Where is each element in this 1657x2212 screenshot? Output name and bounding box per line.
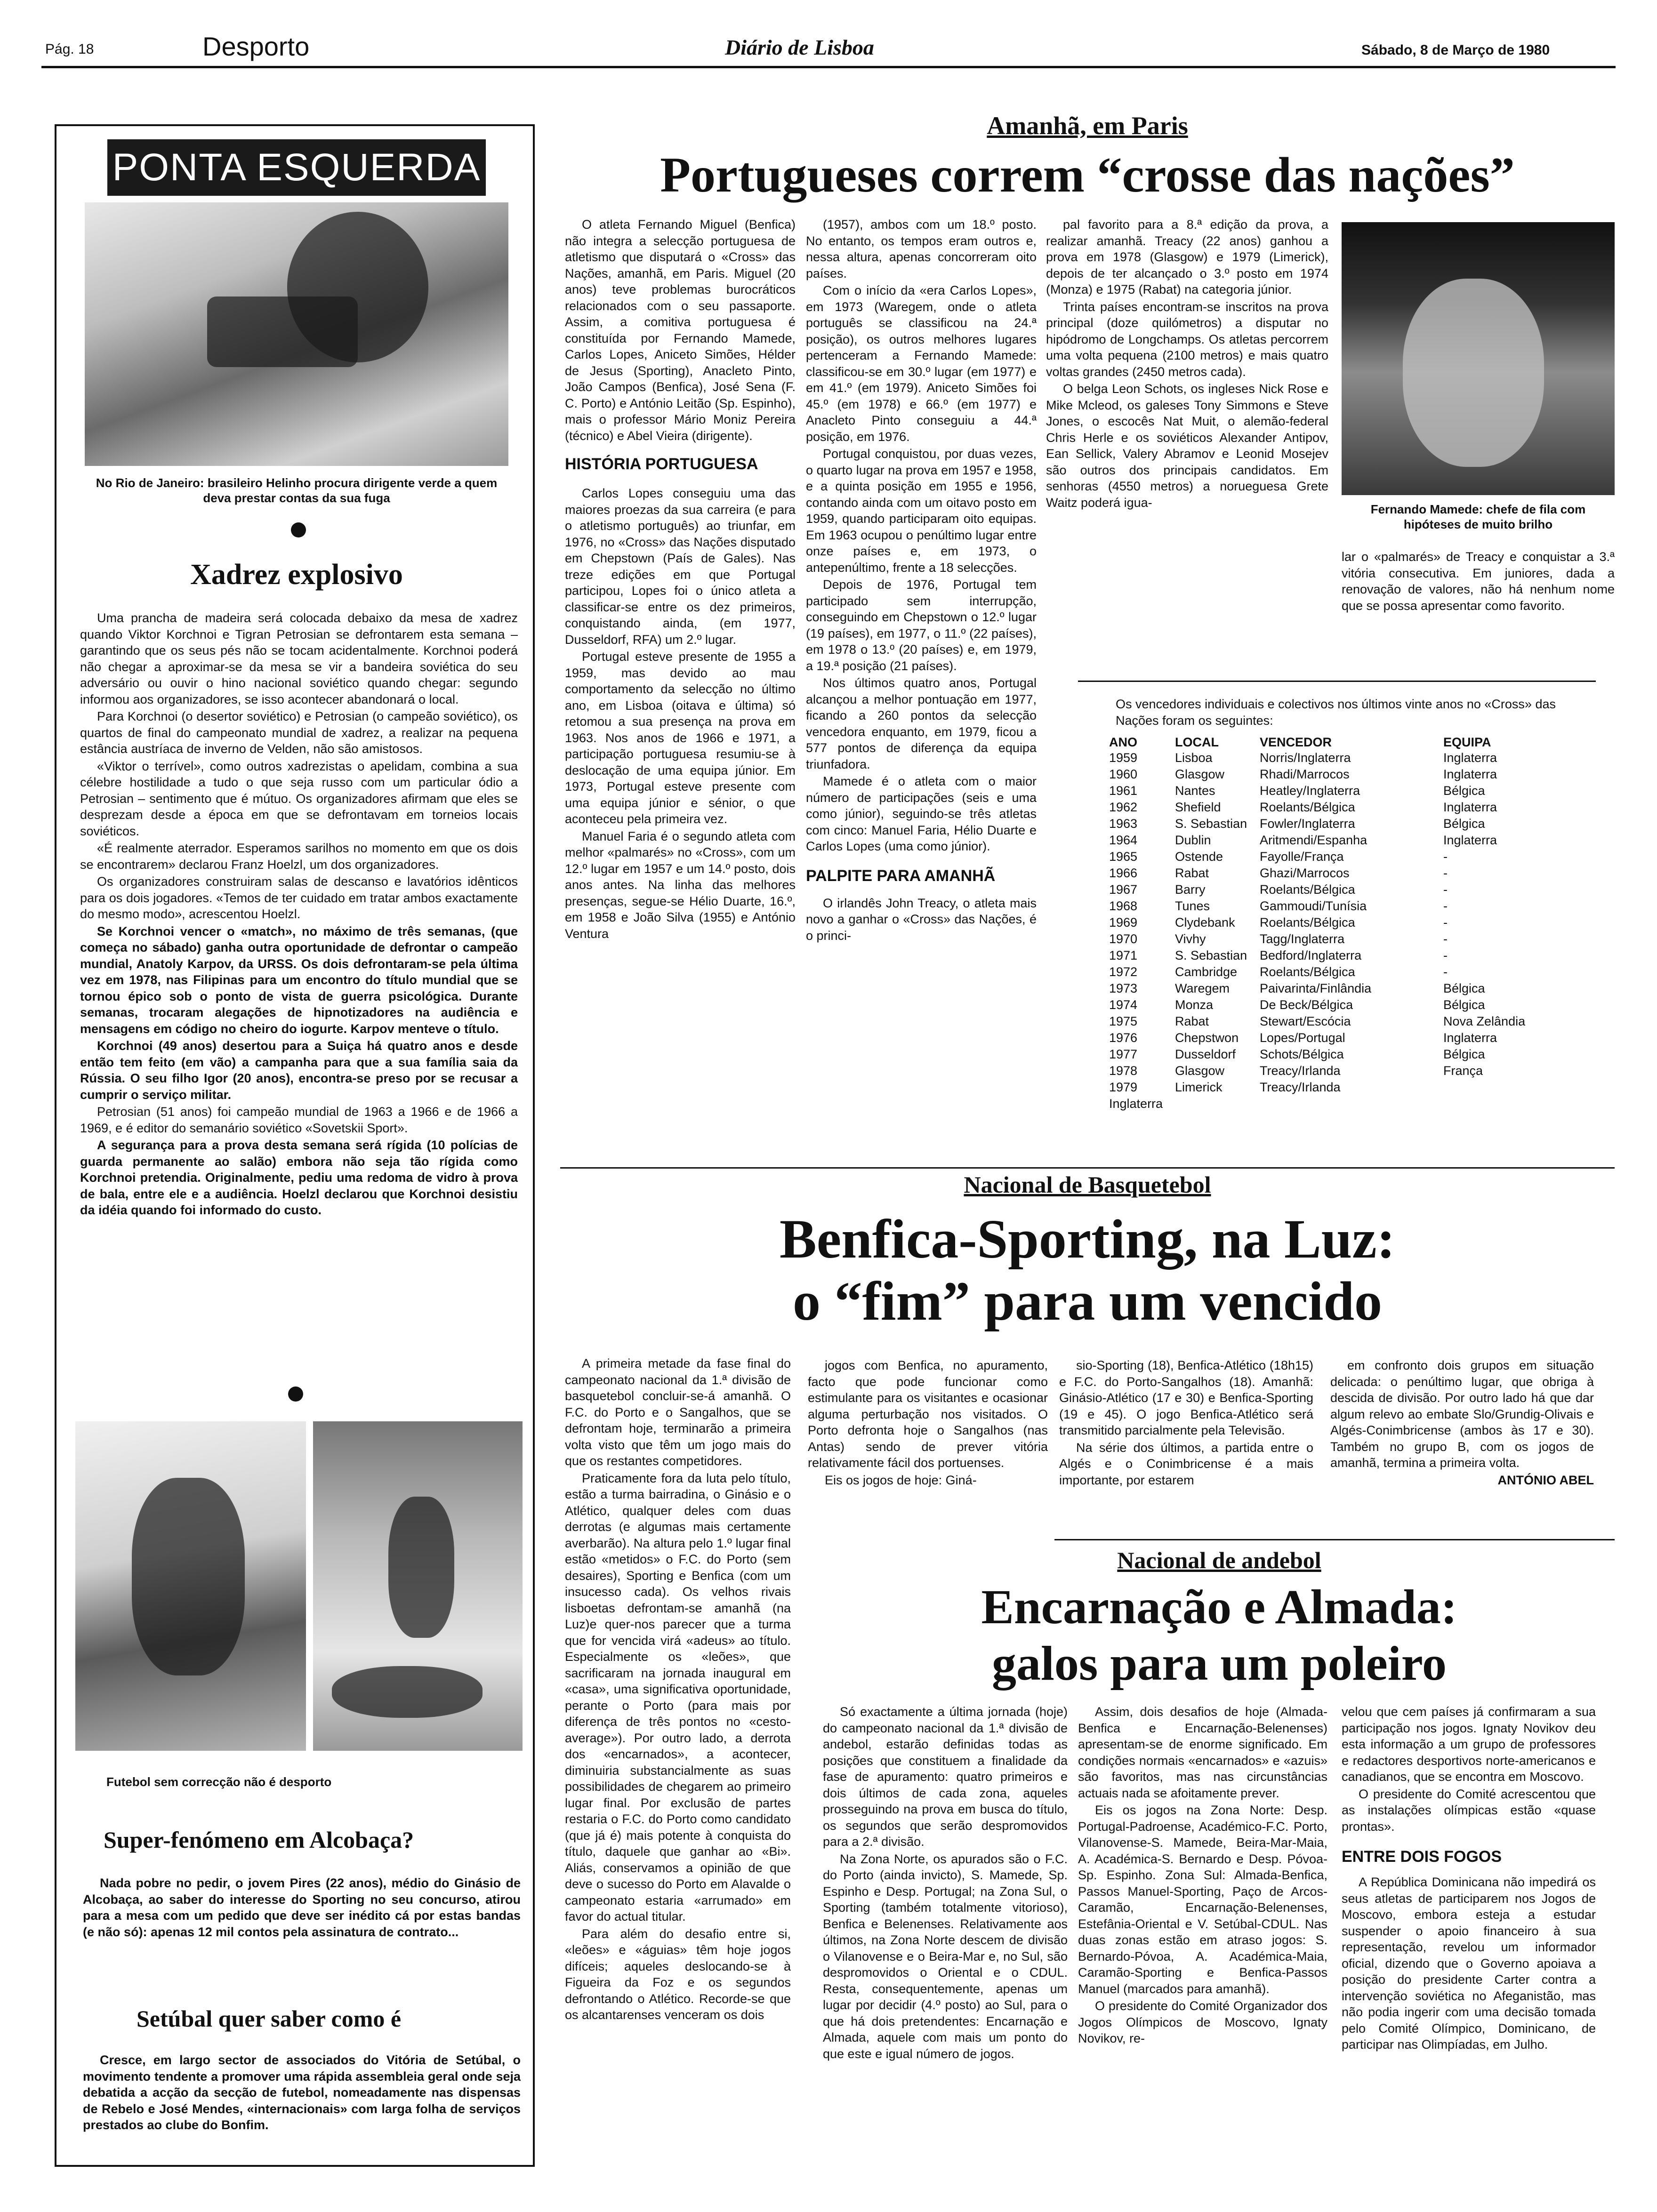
basket-headline-1: Benfica-Sporting, na Luz: <box>780 1208 1395 1270</box>
basket-col2 <box>808 1357 1048 1489</box>
winner-individual: Paivarinta/Finlândia <box>1260 981 1372 995</box>
masthead-rule <box>41 66 1616 68</box>
basket-byline: ANTÓNIO ABEL <box>1497 1473 1594 1487</box>
cross-paragraph: Trinta países encontram-se inscritos na prova principal (doze quilómetros) a disputar no hipódromo de Longchamps. Os atletas percorrem uma volta pequena (2100 metros) e mais quatro voltas grandes (2450 metros cada). <box>1046 299 1328 379</box>
winner-individual: Bedford/Inglaterra <box>1260 948 1362 962</box>
basket-col4 <box>1330 1357 1594 1488</box>
winner-team <box>1443 1079 1530 1096</box>
winner-team: - <box>1443 948 1448 962</box>
winner-location: Limerick <box>1175 1080 1223 1094</box>
cross-paragraph: Portugal conquistou, por duas vezes, o quarto lugar na prova em 1957 e 1958, e a quinta posição em 1955 e 1956, contando ainda com um oitavo posto em 1959, quando participaram oito equipas. Em 1963 ocupou o penúltimo lugar entre onze países e, em 1973, o antepenúltimo, frente a 18 selecções. <box>806 447 1037 575</box>
cross-col1 <box>565 216 796 943</box>
winners-row <box>1109 997 1530 1013</box>
left-box-border-right <box>533 124 535 2167</box>
section-title: Desporto <box>202 32 310 61</box>
winner-location: Chepstwon <box>1175 1031 1239 1045</box>
andebol-paragraph: O presidente do Comité Organizador dos Jogos Olímpicos de Moscovo, Ignaty Novikov, re- <box>1078 1999 1327 2045</box>
football-photo-left <box>75 1421 306 1751</box>
winners-row <box>1109 750 1530 766</box>
winner-team: - <box>1443 899 1448 913</box>
alcobaca-paragraph: Nada pobre no pedir, o jovem Pires (22 anos), médio do Ginásio de Alcobaça, ao saber do interesse do Sporting no seu concurso, atirou para a mesa com um pedido que deve ser inédito cá por estas bandas (e não só): apenas 12 mil contos pela assinatura de contrato... <box>83 1876 521 1939</box>
winner-team: Inglaterra <box>1443 767 1497 781</box>
cross-headline: Portugueses correm “crosse das nações” <box>660 147 1515 202</box>
winner-year: 1976 <box>1109 1031 1138 1045</box>
photographer-caption: No Rio de Janeiro: brasileiro Helinho procura dirigente verde a quem deva prestar contas da sua fuga <box>96 476 498 505</box>
winner-year: 1959 <box>1109 751 1138 765</box>
winners-box <box>1078 681 1596 1153</box>
basket-paragraph: jogos com Benfica, no apuramento, facto que pode funcionar como estimulante para os visitantes e ocasionar alguma perturbação nos visitados. O Porto defronta hoje o Sangalhos (nas Antas) sendo de prever vitória relativamente fácil dos portuenses. <box>808 1358 1048 1470</box>
winners-row <box>1109 1030 1530 1046</box>
winner-year: 1966 <box>1109 866 1138 880</box>
winner-team: - <box>1443 882 1448 897</box>
winner-team: - <box>1443 866 1448 880</box>
photo-player-shape <box>132 1478 245 1675</box>
winner-year: 1973 <box>1109 981 1138 995</box>
winner-year: 1969 <box>1109 915 1138 930</box>
andebol-paragraph: A República Dominicana não impedirá os seus atletas de participarem nos Jogos de Moscovo, embora esteja a estudar suspender o apoio financeiro à sua representação, revelou um informador oficial, dizendo que o Governo apoiava a posição do presidente Carter contra a intervenção soviética no Afeganistão, mas não podia ingerir com uma decisão tomada pelo Comité Olímpico, Dominicano, de participar nas Olimpíadas, em Julho. <box>1342 1875 1596 2052</box>
winner-individual: Treacy/Irlanda <box>1260 1080 1341 1094</box>
winner-team: Bélgica <box>1443 981 1485 995</box>
winner-year: 1974 <box>1109 998 1138 1012</box>
mamede-caption: Fernando Mamede: chefe de fila com hipóteses de muito brilho <box>1370 502 1586 531</box>
winners-row <box>1109 865 1530 882</box>
basket-paragraph: Para além do desafio entre si, «leões» e «águias» têm hoje jogos difíceis; aqueles deslocando-se à Figueira da Foz e os segundos defrontando o Atlético. Recorde-se que os alcantarenses venceram os dois <box>565 1926 791 2022</box>
ponta-banner-text: PONTA ESQUERDA <box>112 146 481 189</box>
winner-location: Shefield <box>1175 800 1221 814</box>
winner-location: Tunes <box>1175 899 1210 913</box>
winner-location: S. Sebastian <box>1175 817 1247 831</box>
winner-individual: Stewart/Escócia <box>1260 1014 1351 1028</box>
alcobaca-text <box>83 1875 521 1941</box>
cross-paragraph: Manuel Faria é o segundo atleta com melhor «palmarés» no «Cross», com um 12.º lugar em 1957 e um 14.º posto, dois anos antes. Na linha das melhores presenças, segue-se Hélio Duarte, 16.º, em 1958 e João Silva (1955) e António Ventura <box>565 829 796 941</box>
winners-header-row <box>1109 735 1530 750</box>
cross-kicker: Amanhã, em Paris <box>987 112 1188 140</box>
xadrez-title: Xadrez explosivo <box>190 559 403 591</box>
photo-face-shape <box>1403 279 1544 467</box>
winners-table <box>1109 735 1530 1096</box>
basket-paragraph: sio-Sporting (18), Benfica-Atlético (18h15) e F.C. do Porto-Sangalhos (18). Amanhã: Ginásio-Atlético (17 e 30) e Benfica-Sporting (19 e 45). O jogo Benfica-Atlético será transmitido parcialmente pela Televisão. <box>1059 1358 1313 1437</box>
winner-team: - <box>1443 932 1448 946</box>
xadrez-article <box>80 610 518 1219</box>
basket-paragraph: em confronto dois grupos em situação delicada: o penúltimo lugar, que obriga à descida de divisão. Por outro lado há que dar algum relevo ao embate Slo/Grundig-Olivais e Algés-Conimbricense (ambos às 17 e 30). Também no grupo B, com os jogos de amanhã, termina a primeira volta. <box>1330 1358 1594 1470</box>
winner-team: Inglaterra <box>1443 800 1497 814</box>
header-local: LOCAL <box>1175 735 1219 749</box>
winner-location: Monza <box>1175 998 1214 1012</box>
left-box-border-top <box>55 124 535 126</box>
cross-paragraph: O irlandês John Treacy, o atleta mais novo a ganhar o «Cross» das Nações, é o princi- <box>806 896 1037 943</box>
winner-location: Glasgow <box>1175 1064 1225 1078</box>
winners-row <box>1109 947 1530 964</box>
photo-player-shape <box>332 1666 483 1718</box>
andebol-col3 <box>1342 1704 1596 2054</box>
winner-year: 1975 <box>1109 1014 1138 1028</box>
winner-team: Nova Zelândia <box>1443 1014 1526 1028</box>
winner-location: Dusseldorf <box>1175 1047 1236 1061</box>
basket-paragraph: A primeira metade da fase final do campeonato nacional da 1.ª divisão de basquetebol concluir-se-á amanhã. O F.C. do Porto e o Sangalhos, que se defrontam hoje, terminarão a primeira volta visto que têm um jogo mais do que os restantes competidores. <box>565 1356 791 1468</box>
andebol-paragraph: O presidente do Comité acrescentou que as instalações olímpicas estão «quase prontas». <box>1342 1787 1596 1834</box>
andebol-headline-2: galos para um poleiro <box>992 1636 1447 1691</box>
andebol-headline-1: Encarnação e Almada: <box>981 1580 1457 1634</box>
winner-team: Inglaterra <box>1443 833 1497 847</box>
winner-location: Clydebank <box>1175 915 1235 930</box>
basket-headline-2: o “fim” para um vencido <box>792 1270 1383 1332</box>
winner-location: Lisboa <box>1175 751 1213 765</box>
winner-year: 1968 <box>1109 899 1138 913</box>
newspaper-name: Diário de Lisboa <box>725 35 874 59</box>
ponta-banner <box>107 139 486 196</box>
andebol-kicker: Nacional de andebol <box>1117 1547 1321 1573</box>
winners-row <box>1109 799 1530 816</box>
winner-individual: Roelants/Bélgica <box>1260 800 1355 814</box>
winners-row <box>1109 1013 1530 1030</box>
xadrez-paragraph: Os organizadores construiram salas de descanso e lavatórios idênticos para os dois jogadores. «Temos de ter cuidado em tratar ambos exactamente do mesmo modo», acrescentou Hoelzl. <box>80 874 518 921</box>
cross-paragraph: O atleta Fernando Miguel (Benfica) não integra a selecção portuguesa de atletismo que disputará o «Cross» das Nações, amanhã, em Paris. Miguel (20 anos) teve problemas burocráticos relacionados com o seu passaporte. Assim, a comitiva portuguesa é constituída por Fernando Mamede, Carlos Lopes, Aniceto Simões, Hélder de Jesus (Sporting), Anacleto Pinto, João Campos (Benfica), José Sena (F. C. Porto) e António Leitão (Sp. Espinho), mais o professor Mário Moniz Pereira (técnico) e Abel Vieira (dirigente). <box>565 217 796 443</box>
winner-individual: Fayolle/França <box>1260 850 1344 864</box>
basket-col3 <box>1059 1357 1313 1489</box>
andebol-paragraph: Na Zona Norte, os apurados são o F.C. do Porto (ainda invicto), S. Mamede, Sp. Espinho e Desp. Portugal; na Zona Sul, o Sporting (também totalmente vitorioso), Benfica e Belenenses. Relativamente aos últimos, na Zona Norte descem de divisão o Vilanovense e o Beira-Mar e, no Sul, são despromovidos o Oriental e o CDUL. Resta, consequentemente, apenas um lugar por decidir (4.º posto) ao Sul, para o que há dois pretendentes: Encarnação e Almada, aquele com mais um ponto do que este e igual número de jogos. <box>823 1851 1068 2061</box>
winners-row <box>1109 898 1530 914</box>
cross-paragraph: (1957), ambos com um 18.º posto. No entanto, os tempos eram outros e, nessa altura, apenas concorreram oito países. <box>806 217 1037 281</box>
winners-last-team: Inglaterra <box>1109 1097 1163 1111</box>
winners-row <box>1109 816 1530 832</box>
cross-paragraph: O belga Leon Schots, os ingleses Nick Rose e Mike Mcleod, os galeses Tony Simmons e Steve Jones, o escocês Nat Muit, o alemão-federal Chris Herle e os soviéticos Alexander Antipov, Ean Sellick, Valery Abramov e Leonid Mosejev são outros dos principais candidatos. Em senhoras (4550 metros) a norueguesa Grete Waitz poderá igua- <box>1046 382 1328 510</box>
winner-location: Cambridge <box>1175 965 1238 979</box>
left-box-border-left <box>55 124 56 2167</box>
cross-paragraph: Mamede é o atleta com o maior número de participações (seis e uma como júnior), seguindo-se três atletas com cinco: Manuel Faria, Hélio Duarte e Carlos Lopes (uma como júnior). <box>806 774 1037 853</box>
winner-year: 1970 <box>1109 932 1138 946</box>
xadrez-paragraph: «Viktor o terrível», como outros xadrezistas o apelidam, combina a sua célebre hostilidade a tudo o que seja russo com um particular ódio a Petrosian – sentimento que é mútuo. Os organizadores afirmam que eles se desprezam desde a época em que se defrontavam em torneios locais soviéticos. <box>80 759 518 838</box>
basket-paragraph: Na série dos últimos, a partida entre o Algés e o Conimbricense é a mais importante, por estarem <box>1059 1440 1313 1487</box>
football-caption: Futebol sem correcção não é desporto <box>106 1775 332 1789</box>
winners-intro: Os vencedores individuais e colectivos nos últimos vinte anos no «Cross» das Nações foram os seguintes: <box>1116 697 1556 728</box>
winner-location: S. Sebastian <box>1175 948 1247 962</box>
winners-row <box>1109 1063 1530 1079</box>
winner-year: 1972 <box>1109 965 1138 979</box>
bullet-dot-1 <box>291 522 306 537</box>
winner-year: 1967 <box>1109 882 1138 897</box>
winner-individual: Rhadi/Marrocos <box>1260 767 1350 781</box>
winner-location: Ostende <box>1175 850 1223 864</box>
issue-date: Sábado, 8 de Março de 1980 <box>1361 42 1550 58</box>
winner-individual: Roelants/Bélgica <box>1260 882 1355 897</box>
winners-row <box>1109 1079 1530 1096</box>
winners-row <box>1109 980 1530 997</box>
winner-individual: Tagg/Inglaterra <box>1260 932 1345 946</box>
winner-year: 1962 <box>1109 800 1138 814</box>
xadrez-paragraph: «É realmente aterrador. Esperamos sarilhos no momento em que os dois se encontrarem» declarou Franz Hoelzl, um dos organizadores. <box>80 841 518 872</box>
winner-individual: Roelants/Bélgica <box>1260 965 1355 979</box>
andebol-col1 <box>823 1704 1068 2063</box>
andebol-paragraph: Eis os jogos na Zona Norte: Desp. Portugal-Padroense, Académico-F.C. Porto, Vilanovense-S. Mamede, Beira-Mar-Maia, A. Académica-S. Bernardo e Desp. Póvoa-Sp. Espinho. Zona Sul: Almada-Benfica, Passos Manuel-Sporting, Paço de Arcos-Caramão, Encarnação-Belenenses, Estefânia-Oriental e V. Setúbal-CDUL. Nas duas zonas estão em atraso jogos: S. Bernardo-Póvoa, A. Académica-Maia, Caramão-Sporting e Benfica-Passos Manuel (marcados para amanhã). <box>1078 1803 1327 1996</box>
winner-year: 1961 <box>1109 784 1138 798</box>
basket-paragraph: Praticamente fora da luta pelo título, estão a turma bairradina, o Ginásio e o Atlético, qualquer deles com duas derrotas (e algumas mais certamente averbarão). Na altura pelo 1.º lugar final estão «metidos» o F.C. do Porto (sem desaires), Sporting e Benfica (com um insucesso cada). Os velhos rivais lisboetas defrontam-se amanhã (na Luz)e quer-nos parecer que a turma que for vencida virá «adeus» ao título. Especialmente os «leões», que sacrificaram na jornada inaugural em «casa», uma significativa oportunidade, perante o Porto (para mais por diferença de três pontos no «cesto-average»). Por outro lado, a derrota dos «encarnados», a acontecer, diminuiria substancialmente as suas possibilidades de chegarem ao primeiro lugar final. Por exclusão de partes restaria o F.C. do Porto como candidato (que já é) mais potente à conquista do título, daquele que ganhar ao «Bi». Aliás, conservamos a opinião de que deve o sucesso do Porto em Alavalde o campeonato estaria «arrumado» em favor do actual titular. <box>565 1471 791 1923</box>
winner-location: Glasgow <box>1175 767 1225 781</box>
winner-team: Bélgica <box>1443 998 1485 1012</box>
historia-heading: HISTÓRIA PORTUGUESA <box>565 455 758 473</box>
palpite-heading: PALPITE PARA AMANHÃ <box>806 866 996 885</box>
winner-location: Barry <box>1175 882 1206 897</box>
cross-col4 <box>1342 549 1615 615</box>
winners-row <box>1109 882 1530 898</box>
winners-row <box>1109 766 1530 783</box>
cross-paragraph: pal favorito para a 8.ª edição da prova, a realizar amanhã. Treacy (22 anos) ganhou a prova em 1978 (Glasgow) e 1979 (Limerick), depois de ter alcançado o 3.º posto em 1974 (Monza) e 1975 (Rabat) na categoria júnior. <box>1046 217 1328 297</box>
football-photo-right <box>313 1421 523 1751</box>
xadrez-paragraph: Para Korchnoi (o desertor soviético) e Petrosian (o campeão soviético), os quartos de final do campeonato mundial de xadrez, a realizar na pequena estância austríaca de inverno de Velden, não são amistosos. <box>80 709 518 756</box>
winners-row <box>1109 914 1530 931</box>
andebol-paragraph: velou que cem países já confirmaram a sua participação nos jogos. Ignaty Novikov deu esta informação a um grupo de professores e redactores desportivos norte-americanos e canadianos, que se encontra em Moscovo. <box>1342 1705 1596 1784</box>
winner-individual: Roelants/Bélgica <box>1260 915 1355 930</box>
winner-team: - <box>1443 965 1448 979</box>
winner-location: Nantes <box>1175 784 1215 798</box>
winner-team: - <box>1443 850 1448 864</box>
winner-individual: Aritmendi/Espanha <box>1260 833 1367 847</box>
winner-location: Rabat <box>1175 866 1209 880</box>
winner-individual: Norris/Inglaterra <box>1260 751 1351 765</box>
photographer-photo <box>85 202 508 466</box>
cross-paragraph: Depois de 1976, Portugal tem participado sem interrupção, conseguindo em Chepstown o 12.º lugar (19 países), em 1977, o 11.º (22 países), em 1978 o 13.º (20 países) e, em 1979, a 19.ª posição (21 países). <box>806 577 1037 673</box>
cross-paragraph: Com o início da «era Carlos Lopes», em 1973 (Waregem, onde o atleta português se classificou na 24.ª posição), os outros melhores lugares pertenceram a Fernando Mamede: classificou-se em 30.º lugar (em 1977) e em 41.º (em 1979). Aniceto Simões foi 45.º (em 1978) e 66.º (em 1977) e Anacleto Pinto conseguiu a 44.ª posição, em 1976. <box>806 283 1037 444</box>
winner-individual: Gammoudi/Tunísia <box>1260 899 1367 913</box>
winner-year: 1963 <box>1109 817 1138 831</box>
winner-individual: Fowler/Inglaterra <box>1260 817 1355 831</box>
andebol-col2 <box>1078 1704 1327 2048</box>
winners-row <box>1109 849 1530 865</box>
winner-year: 1978 <box>1109 1064 1138 1078</box>
photo-player-shape <box>388 1497 454 1638</box>
winners-row <box>1109 1046 1530 1063</box>
cross-col3 <box>1046 216 1328 512</box>
winner-individual: Heatley/Inglaterra <box>1260 784 1360 798</box>
winner-year: 1971 <box>1109 948 1138 962</box>
andebol-paragraph: Só exactamente a última jornada (hoje) do campeonato nacional da 1.ª divisão de andebol, estarão definidas todas as posições que constituem a finalidade da fase de apuramento: quatro primeiros e dois últimos de cada zona, aqueles prosseguindo na prova em busca do título, os segundos que serão despromovidos para a 2.ª divisão. <box>823 1705 1068 1849</box>
winner-team: França <box>1443 1064 1483 1078</box>
winner-location: Rabat <box>1175 1014 1209 1028</box>
page-number: Pág. 18 <box>45 41 94 57</box>
xadrez-paragraph: Se Korchnoi vencer o «match», no máximo de três semanas, (que começa no sábado) ganha outra oportunidade de defrontar o campeão mundial, Anatoly Karpov, da URSS. Os dois defrontaram-se pela última vez em 1978, nas Filipinas para um encontro do título mundial que se tornou épico sob o ponto de vista de guerra psicológica. Durante semanas, trocaram alegações de hipnotizadores na audiência e mensagens em código no cheiro do iogurte. Karpov menteve o título. <box>80 924 518 1036</box>
winner-individual: De Beck/Bélgica <box>1260 998 1353 1012</box>
header-ano: ANO <box>1109 735 1137 749</box>
winner-team: Bélgica <box>1443 1047 1485 1061</box>
winner-year: 1977 <box>1109 1047 1138 1061</box>
cross-paragraph: Carlos Lopes conseguiu uma das maiores proezas da sua carreira (e para o atletismo português) ao triunfar, em 1976, no «Cross» das Nações disputado em Chepstown (País de Gales). Nas treze edições em que Portugal participou, Lopes foi o único atleta a classificar-se entre os dez primeiros, conquistando ainda, (em 1977, Dusseldorf, RFA) um 2.º lugar. <box>565 486 796 647</box>
mamede-photo <box>1342 222 1615 495</box>
setubal-title: Setúbal quer saber como é <box>137 2005 402 2032</box>
winners-row <box>1109 783 1530 799</box>
setubal-paragraph: Cresce, em largo sector de associados do Vitória de Setúbal, o movimento tendente a promover uma rápida assembleia geral onde seja debatida a acção da secção de futebol, nomeadamente nas dispensas de Rebelo e José Mendes, «internacionais» com larga folha de serviços prestados ao clube do Bonfim. <box>83 2053 521 2132</box>
xadrez-paragraph: Uma prancha de madeira será colocada debaixo da mesa de xadrez quando Viktor Korchnoi e Tigran Petrosian se defrontarem esta semana – garantindo que os seus pés não se tocam acidentalmente. Korchnoi poderá não chegar a aproximar-se da mesa se vir a bandeira soviética do seu adversário ou ouvir o hino nacional soviético quando chegar: segundo informou aos organizadores, se isso acontecer abandonará o local. <box>80 611 518 706</box>
winner-location: Dublin <box>1175 833 1211 847</box>
basket-kicker: Nacional de Basquetebol <box>964 1171 1211 1198</box>
winner-team: - <box>1443 915 1448 930</box>
cross-paragraph: Nos últimos quatro anos, Portugal alcançou a melhor pontuação em 1977, ficando a 260 pontos da selecção vencedora enquanto, em 1979, ficou a 577 pontos de diferença da equipa triunfadora. <box>806 676 1037 771</box>
winner-year: 1979 <box>1109 1080 1138 1094</box>
winner-team: Inglaterra <box>1443 751 1497 765</box>
xadrez-paragraph: Petrosian (51 anos) foi campeão mundial de 1963 a 1966 e de 1966 a 1969, e é editor do semanário soviético «Sovetskii Sport». <box>80 1105 518 1135</box>
photo-camera-shape <box>207 297 358 367</box>
fogos-heading: ENTRE DOIS FOGOS <box>1342 1848 1502 1866</box>
winner-year: 1965 <box>1109 850 1138 864</box>
andebol-top-rule <box>1054 1539 1615 1540</box>
winners-row <box>1109 931 1530 947</box>
winner-year: 1964 <box>1109 833 1138 847</box>
winners-row <box>1109 832 1530 849</box>
header-vencedor: VENCEDOR <box>1260 735 1332 749</box>
alcobaca-title: Super-fenómeno em Alcobaça? <box>104 1827 414 1853</box>
cross-paragraph: Portugal esteve presente de 1955 a 1959, mas devido ao mau comportamento da selecção no último ano, em Lisboa (oitava e última) só retomou a sua presença na prova em 1963. Nos anos de 1966 e 1971, a participação portuguesa resumiu-se à deslocação de uma equipa júnior. Em 1973, Portugal esteve presente com uma equipa júnior e sénior, o que aconteceu pela primeira vez. <box>565 649 796 826</box>
bullet-dot-2 <box>288 1387 303 1402</box>
andebol-paragraph: Assim, dois desafios de hoje (Almada-Benfica e Encarnação-Belenenses) apresentam-se de enorme significado. Em condições normais «encarnados» e «azuis» são favoritos, mas nas circunstâncias actuais nada se afoitamente prever. <box>1078 1705 1327 1800</box>
xadrez-paragraph: A segurança para a prova desta semana será rígida (10 polícias de guarda permanente ao salão) embora não seja tão rígida como Korchnoi pretendia. Originalmente, pediu uma redoma de vidro à prova de bala, entre ele e a audiência. Hoelzl declarou que Korchnoi desistiu da idéia quando foi informado do custo. <box>80 1138 518 1217</box>
winner-individual: Treacy/Irlanda <box>1260 1064 1341 1078</box>
winner-individual: Lopes/Portugal <box>1260 1031 1345 1045</box>
winner-team: Inglaterra <box>1443 1031 1497 1045</box>
winner-individual: Ghazi/Marrocos <box>1260 866 1350 880</box>
left-box-border-bottom <box>55 2165 535 2167</box>
winner-location: Waregem <box>1175 981 1230 995</box>
winners-row <box>1109 964 1530 980</box>
winner-year: 1960 <box>1109 767 1138 781</box>
winner-team: Bélgica <box>1443 817 1485 831</box>
basket-col1 <box>565 1355 791 2024</box>
basket-paragraph: Eis os jogos de hoje: Giná- <box>825 1473 977 1487</box>
cross-col2 <box>806 216 1037 945</box>
xadrez-paragraph: Korchnoi (49 anos) desertou para a Suiça há quatro anos e desde então tem feito (em vão) a campanha para que a sua família saia da Rússia. O seu filho Igor (20 anos), encontra-se preso por se recusar a cumprir o serviço militar. <box>80 1039 518 1102</box>
cross-bottom-rule <box>560 1167 1615 1169</box>
winner-team: Bélgica <box>1443 784 1485 798</box>
header-equipa: EQUIPA <box>1443 735 1491 749</box>
winner-individual: Schots/Bélgica <box>1260 1047 1344 1061</box>
setubal-text <box>83 2052 521 2134</box>
cross-paragraph: lar o «palmarés» de Treacy e conquistar a 3.ª vitória consecutiva. Em juniores, dada a renovação de valores, não há nenhum nome que se possa apresentar como favorito. <box>1342 550 1615 613</box>
winner-location: Vivhy <box>1175 932 1206 946</box>
